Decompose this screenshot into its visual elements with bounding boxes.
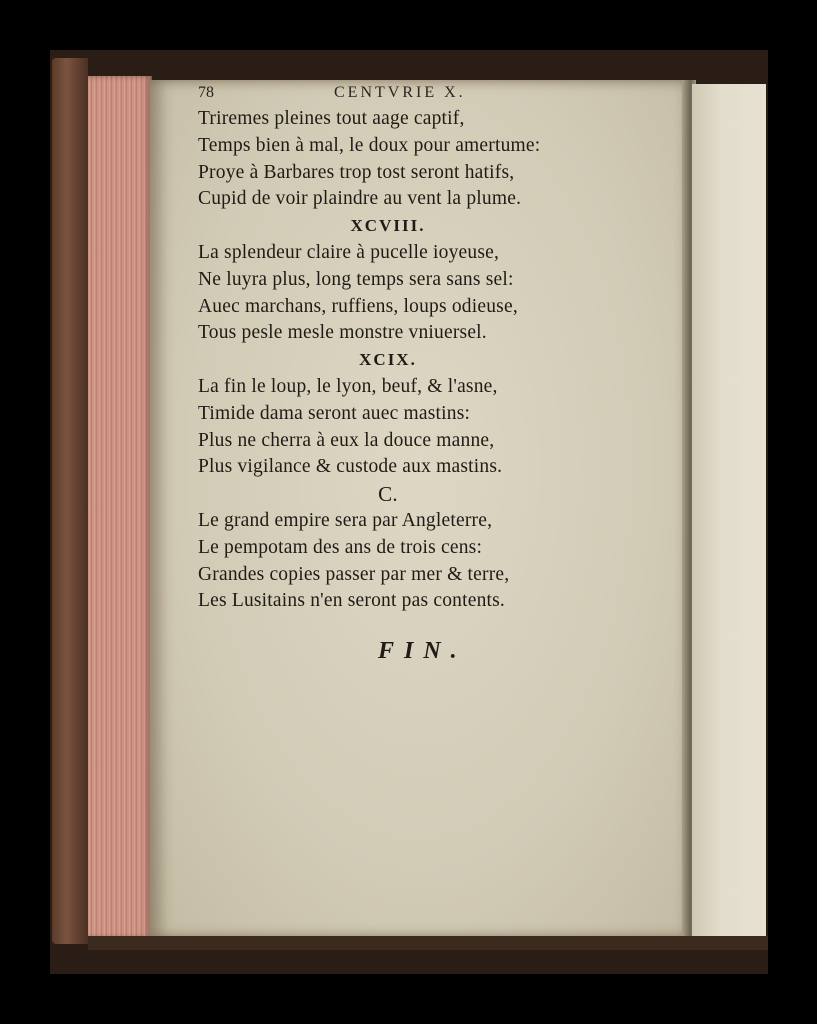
poem-text bbox=[198, 106, 618, 615]
quatrain bbox=[198, 481, 618, 615]
book-cover-edge bbox=[52, 58, 88, 944]
verse-line: Tous pesle mesle monstre vniuersel. bbox=[198, 322, 487, 344]
verse-line: Cupid de voir plaindre au vent la plume. bbox=[198, 188, 522, 210]
verse-line: Timide dama seront auec mastins: bbox=[198, 402, 471, 424]
page-number: 78 bbox=[198, 84, 214, 101]
page-edges bbox=[88, 76, 152, 938]
verse-line: Temps bien à mal, le doux pour amertume: bbox=[198, 134, 541, 156]
verse-line: La fin le loup, le lyon, beuf, & l'asne, bbox=[198, 375, 498, 397]
page-header bbox=[198, 84, 528, 106]
right-page bbox=[692, 84, 766, 936]
verse-line: Triremes pleines tout aage captif, bbox=[198, 108, 465, 129]
verse-line: Le grand empire sera par Angleterre, bbox=[198, 509, 493, 531]
verse-line: Ne luyra plus, long temps sera sans sel: bbox=[198, 268, 514, 290]
closing-fin: FIN. bbox=[378, 638, 467, 664]
verse-line: Proye à Barbares trop tost seront hatifs, bbox=[198, 161, 515, 183]
book-cover-bottom bbox=[88, 936, 768, 950]
quatrain-number: XCIX. bbox=[359, 350, 417, 370]
verse-line: La splendeur claire à pucelle ioyeuse, bbox=[198, 241, 500, 263]
verse-line: Plus vigilance & custode aux mastins. bbox=[198, 456, 503, 478]
verse-line: Grandes copies passer par mer & terre, bbox=[198, 563, 510, 585]
verse-line: Les Lusitains n'en seront pas contents. bbox=[198, 590, 506, 612]
quatrain-number: XCVIII. bbox=[350, 216, 426, 236]
verse-line: Auec marchans, ruffiens, loups odieuse, bbox=[198, 295, 518, 317]
verse-line: Le pempotam des ans de trois cens: bbox=[198, 536, 483, 558]
quatrain bbox=[198, 213, 618, 347]
quatrain-number: C. bbox=[378, 482, 398, 507]
verse-line: Plus ne cherra à eux la douce manne, bbox=[198, 429, 495, 451]
quatrain bbox=[198, 347, 618, 481]
quatrain bbox=[198, 106, 618, 213]
running-head: CENTVRIE X. bbox=[334, 84, 466, 101]
